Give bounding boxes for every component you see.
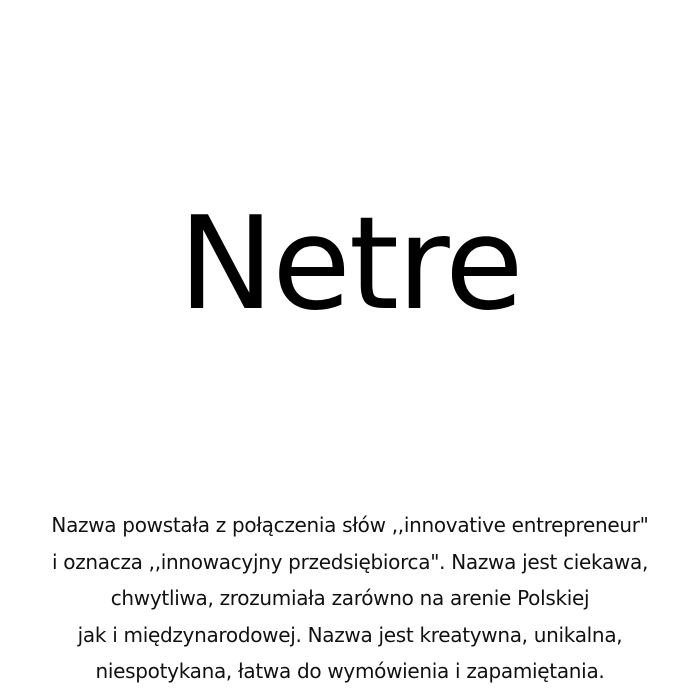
description-paragraph (20, 507, 680, 690)
description-line-1: Nazwa powstała z połączenia słów ,,innovative entrepreneur" (51, 513, 649, 537)
description-line-5: niespotykana, łatwa do wymówienia i zapamiętania. (95, 659, 605, 683)
description-line-3: chwytliwa, zrozumiała zarówno na arenie Polskiej (110, 586, 590, 610)
brand-name: Netre (178, 190, 522, 339)
description-line-2: i oznacza ,,innowacyjny przedsiębiorca". Nazwa jest ciekawa, (51, 549, 649, 574)
description-line-4: jak i międzynarodowej. Nazwa jest kreatywna, unikalna, (77, 622, 623, 647)
